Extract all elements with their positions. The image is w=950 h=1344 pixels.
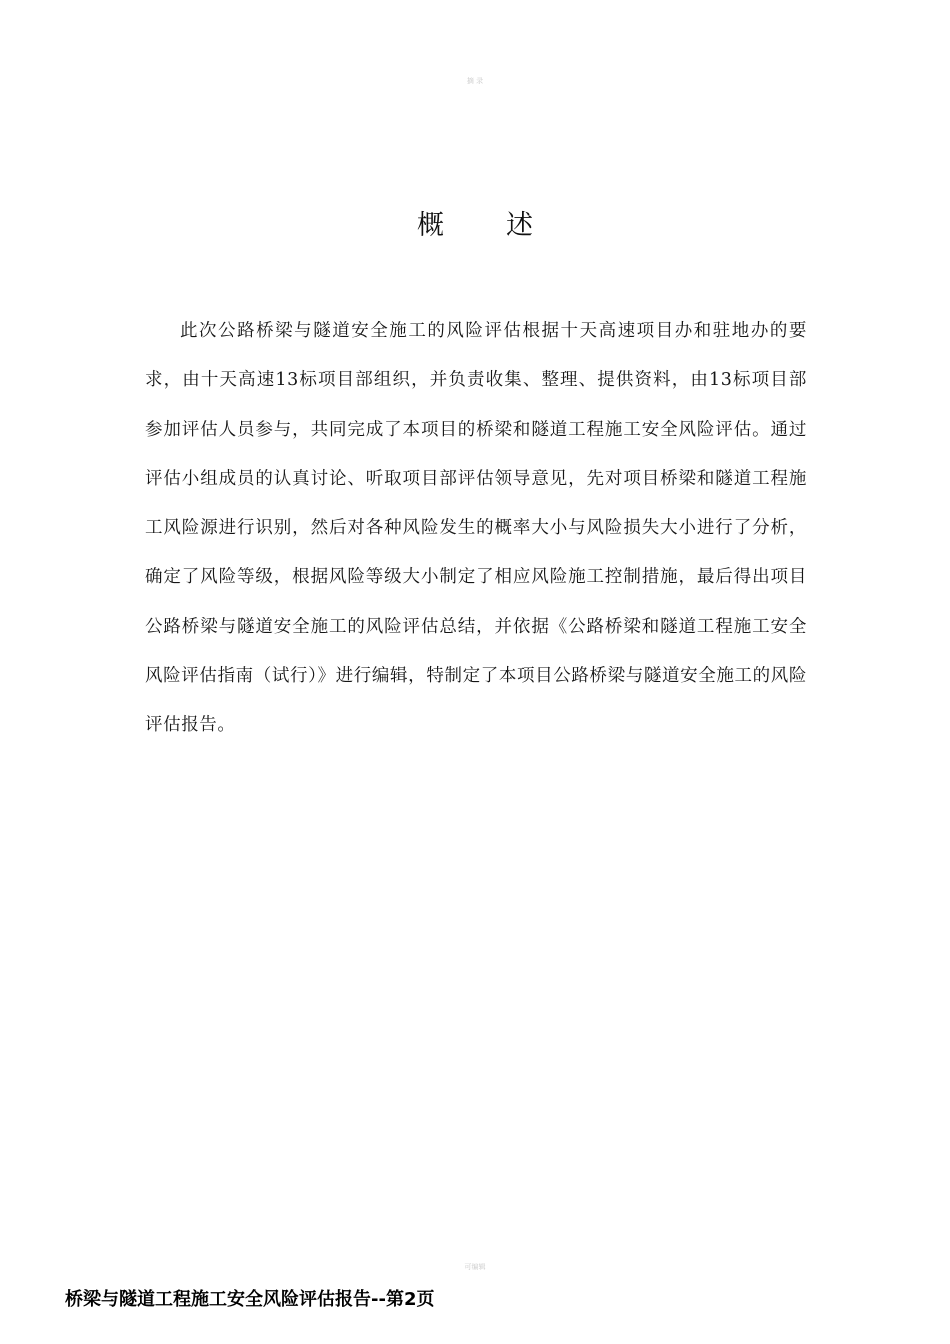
overview-paragraph: 此次公路桥梁与隧道安全施工的风险评估根据十天高速项目办和驻地办的要求，由十天高速13标项目部组织，并负责收集、整理、提供资料，由13标项目部参加评估人员参与，共同完成了本项目的桥梁和隧道工程施工安全风险评估。通过评估小组成员的认真讨论、听取项目部评估领导意见，先对项目桥梁和隧道工程施工风险源进行识别，然后对各种风险发生的概率大小与风险损失大小进行了分析，确定了风险等级，根据风险等级大小制定了相应风险施工控制措施，最后得出项目公路桥梁与隧道安全施工的风险评估总结，并依据《公路桥梁和隧道工程施工安全风险评估指南（试行）》进行编辑，特制定了本项目公路桥梁与隧道安全施工的风险评估报告。 (145, 321, 807, 736)
header-watermark: 摘 录 (466, 77, 484, 85)
document-title: 概述 (417, 210, 595, 241)
footer-watermark: 可编辑 (464, 1263, 486, 1271)
page-footer-caption: 桥梁与隧道工程施工安全风险评估报告--第2页 (65, 1289, 435, 1310)
